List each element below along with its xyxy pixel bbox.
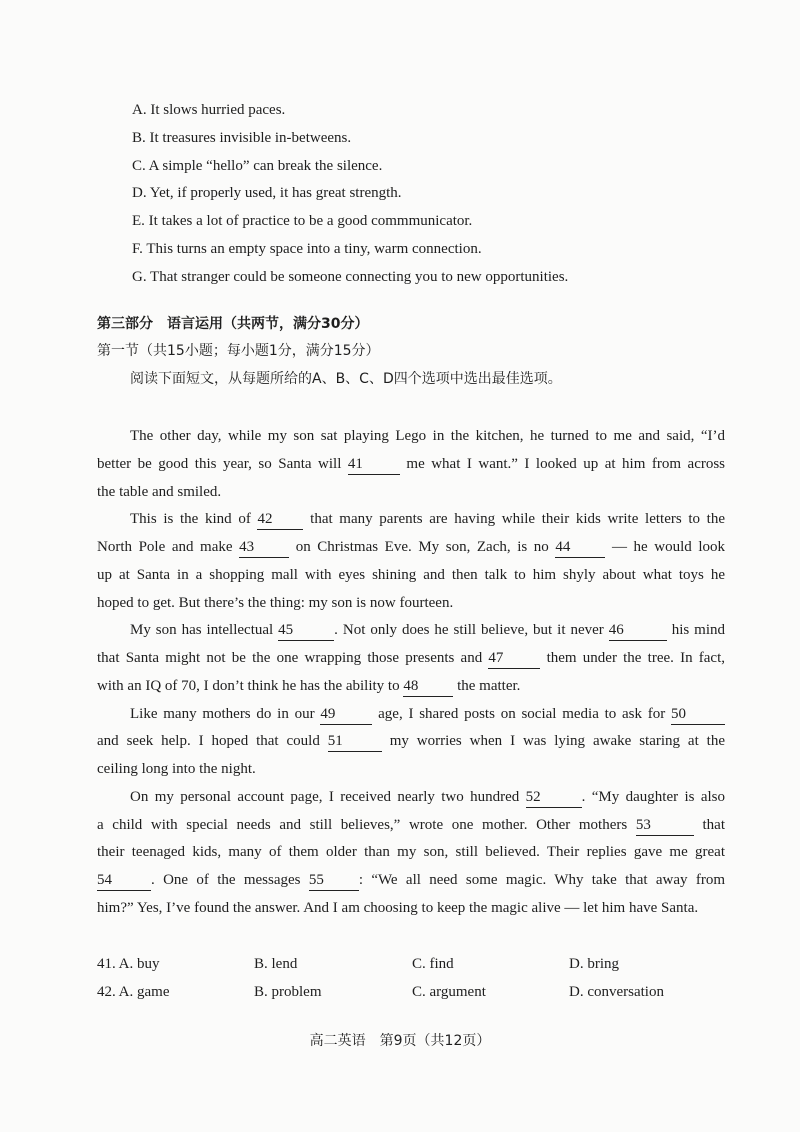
option-list	[132, 98, 752, 293]
blank-42: 42	[257, 509, 303, 530]
blank-43: 43	[239, 537, 289, 558]
answer-choices	[97, 950, 737, 1006]
passage-line: hoped to get. But there’s the thing: my son is now fourteen.	[97, 594, 454, 611]
passage-line: better be good this year, so Santa will 41 me what I want.” I looked up at him from across	[97, 451, 725, 479]
passage-line: the table and smiled.	[97, 483, 222, 500]
blank-53: 53	[636, 815, 694, 836]
blank-50: 50	[671, 704, 725, 725]
question-42-choices	[97, 978, 737, 1006]
blank-47: 47	[488, 648, 540, 669]
choice-42-a: 42. A. game	[97, 984, 170, 1000]
blank-52: 52	[526, 787, 582, 808]
passage-line: The other day, while my son sat playing Lego in the kitchen, he turned to me and said, “I’d	[130, 428, 725, 444]
option-item: E. It takes a lot of practice to be a good commmunicator.	[132, 213, 473, 230]
choice-41-c: C. find	[412, 956, 454, 972]
blank-46: 46	[609, 620, 667, 641]
option-item: A. It slows hurried paces.	[132, 102, 286, 118]
choice-42-b: B. problem	[254, 984, 322, 1000]
choice-42-d: D. conversation	[569, 984, 664, 1000]
passage-line: Like many mothers do in our 49 age, I shared posts on social media to ask for 50	[97, 701, 725, 729]
passage-line: that Santa might not be the one wrapping those presents and 47 them under the tree. In fact,	[97, 645, 725, 673]
passage-line: him?” Yes, I’ve found the answer. And I am choosing to keep the magic alive — let him have Santa.	[97, 899, 699, 916]
passage-line: their teenaged kids, many of them older than my son, still believed. Their replies gave me great	[97, 844, 725, 861]
blank-48: 48	[403, 676, 453, 697]
cloze-passage	[97, 423, 725, 923]
passage-line: North Pole and make 43 on Christmas Eve. My son, Zach, is no 44 — he would look	[97, 534, 725, 562]
blank-54: 54	[97, 870, 151, 891]
section-instruction: 阅读下面短文，从每题所给的A、B、C、D四个选项中选出最佳选项。	[130, 371, 562, 387]
blank-45: 45	[278, 620, 334, 641]
section-subtitle: 第一节（共15小题；每小题1分，满分15分）	[97, 343, 380, 359]
option-item: C. A simple “hello” can break the silence.	[132, 157, 383, 174]
blank-41: 41	[348, 454, 400, 475]
blank-55: 55	[309, 870, 359, 891]
section-title: 第三部分 语言运用（共两节，满分30分）	[97, 316, 369, 332]
page-footer: 高二英语 第9页（共12页）	[309, 1033, 491, 1049]
blank-44: 44	[555, 537, 605, 558]
passage-line: with an IQ of 70, I don’t think he has the ability to 48 the matter.	[97, 673, 725, 701]
passage-line: a child with special needs and still believes,” wrote one mother. Other mothers 53 that	[97, 812, 725, 840]
passage-line: and seek help. I hoped that could 51 my worries when I was lying awake staring at the	[97, 728, 725, 756]
choice-41-b: B. lend	[254, 956, 298, 972]
passage-line: ceiling long into the night.	[97, 761, 256, 777]
passage-line: This is the kind of 42 that many parents are having while their kids write letters to the	[97, 506, 725, 534]
passage-line: up at Santa in a shopping mall with eyes shining and then talk to him shyly about what toys he	[97, 566, 725, 583]
question-41-choices	[97, 950, 737, 978]
choice-42-c: C. argument	[412, 984, 486, 1000]
option-item: D. Yet, if properly used, it has great strength.	[132, 185, 402, 202]
passage-line: My son has intellectual 45 . Not only does he still believe, but it never 46 his mind	[97, 617, 725, 645]
blank-51: 51	[328, 731, 382, 752]
option-item: F. This turns an empty space into a tiny, warm connection.	[132, 240, 482, 257]
passage-line: On my personal account page, I received nearly two hundred 52 . “My daughter is also	[97, 784, 725, 812]
passage-line: 54 . One of the messages 55 : “We all need some magic. Why take that away from	[97, 867, 725, 895]
option-item: G. That stranger could be someone connecting you to new opportunities.	[132, 268, 569, 285]
choice-41-d: D. bring	[569, 956, 619, 972]
blank-49: 49	[320, 704, 372, 725]
option-item: B. It treasures invisible in-betweens.	[132, 129, 352, 146]
choice-41-a: 41. A. buy	[97, 956, 160, 972]
